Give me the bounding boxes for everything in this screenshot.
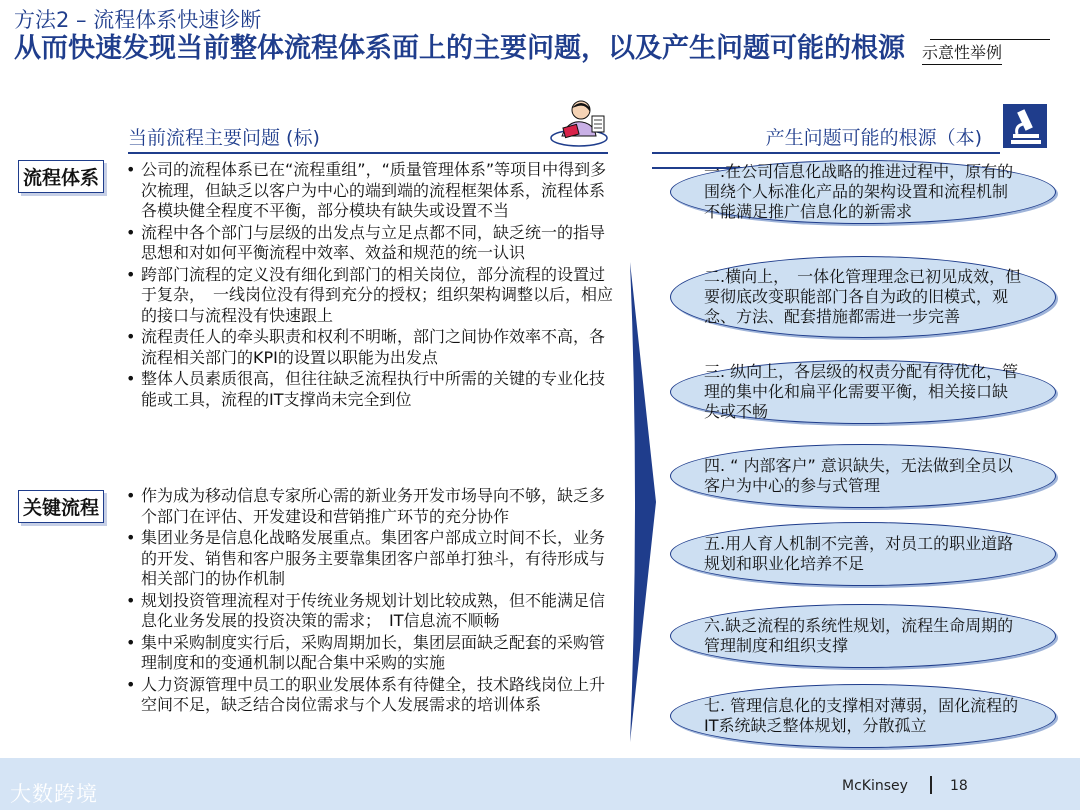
key-processes-bullets [126, 486, 619, 717]
list-item: • 公司的流程体系已在“流程重组”，“质量管理体系”等项目中得到多次梳理，但缺乏以客户为中心的端到端的流程框架体系，流程体系各模块健全程度不平衡，部分模块有缺失或设置不当 [126, 160, 619, 222]
root-cause-text: 二.横向上， 一体化管理理念已初见成效，但要彻底改变职能部门各自为政的旧模式，观念、方法、配套措施都需进一步完善 [704, 267, 1022, 326]
footer-divider [930, 776, 932, 794]
list-item: • 集中采购制度实行后，采购周期加长，集团层面缺乏配套的采购管理制度和的变通机制以配合集中采购的实施 [126, 633, 619, 674]
list-item: • 作为成为移动信息专家所心需的新业务开发市场导向不够，缺乏多个部门在评估、开发建设和营销推广环节的充分协作 [126, 486, 619, 527]
right-column-title: 产生问题可能的根源（本) [652, 123, 1000, 154]
list-item: • 整体人员素质很高，但往往缺乏流程执行中所需的关键的专业化技能或工具，流程的IT支撑尚未完全到位 [126, 369, 619, 410]
list-item: • 集团业务是信息化战略发展重点。集团客户部成立时间不长，业务的开发、销售和客户服务主要靠集团客户部单打独斗，有待形成与相关部门的协作机制 [126, 528, 619, 590]
method-subtitle: 方法2 – 流程体系快速诊断 [14, 8, 262, 32]
list-item: • 流程责任人的牵头职责和权利不明晰，部门之间协作效率不高，各流程相关部门的KPI的设置以职能为出发点 [126, 327, 619, 368]
left-column-title: 当前流程主要问题 (标) [128, 123, 608, 154]
section-label-process-system: 流程体系 [18, 160, 104, 193]
root-cause-7 [670, 684, 1056, 748]
section-label-key-processes: 关键流程 [18, 490, 104, 523]
page-title: 从而快速发现当前整体流程体系面上的主要问题，以及产生问题可能的根源 [14, 33, 905, 64]
example-tag: 示意性举例 [922, 40, 1002, 65]
root-cause-text: 六.缺乏流程的系统性规划，流程生命周期的管理制度和组织支撑 [704, 616, 1014, 655]
list-item: • 人力资源管理中员工的职业发展体系有待健全，技术路线岗位上升空间不足，缺乏结合岗位需求与个人发展需求的培训体系 [126, 675, 619, 716]
footer-bar [0, 758, 1080, 810]
list-item: • 流程中各个部门与层级的出发点与立足点都不同，缺乏统一的指导思想和对如何平衡流程中效率、效益和规范的统一认识 [126, 223, 619, 264]
root-cause-1 [670, 160, 1056, 224]
root-cause-text: 一.在公司信息化战略的推进过程中，原有的围绕个人标准化产品的架构设置和流程机制不能满足推广信息化的新需求 [704, 162, 1014, 221]
root-cause-text: 七. 管理信息化的支撑相对薄弱，固化流程的IT系统缺乏整体规划，分散孤立 [704, 696, 1019, 735]
root-cause-4 [670, 444, 1056, 508]
root-cause-2 [670, 256, 1056, 338]
reading-person-icon [548, 98, 610, 148]
microscope-icon [1003, 104, 1047, 148]
process-system-bullets [126, 160, 619, 411]
list-item: • 跨部门流程的定义没有细化到部门的相关岗位，部分流程的设置过于复杂， 一线岗位没有得到充分的授权；组织架构调整以后，相应的接口与流程没有快速跟上 [126, 265, 619, 327]
footer-brand: 大数跨境 [10, 782, 98, 806]
root-cause-text: 五.用人育人机制不完善，对员工的职业道路规划和职业化培养不足 [704, 534, 1014, 573]
root-cause-5 [670, 522, 1056, 586]
list-item: • 规划投资管理流程对于传统业务规划计划比较成熟，但不能满足信息化业务发展的投资决策的需求； IT信息流不顺畅 [126, 591, 619, 632]
root-cause-text: 三. 纵向上，各层级的权责分配有待优化，管理的集中化和扁平化需要平衡，相关接口缺失或不畅 [704, 362, 1019, 421]
root-cause-6 [670, 604, 1056, 668]
footer-company: McKinsey [842, 778, 908, 794]
root-cause-3 [670, 360, 1056, 424]
root-cause-text: 四. “ 内部客户” 意识缺失，无法做到全员以客户为中心的参与式管理 [704, 456, 1013, 495]
page-number: 18 [950, 778, 968, 794]
pointer-arrow-icon [628, 262, 658, 742]
